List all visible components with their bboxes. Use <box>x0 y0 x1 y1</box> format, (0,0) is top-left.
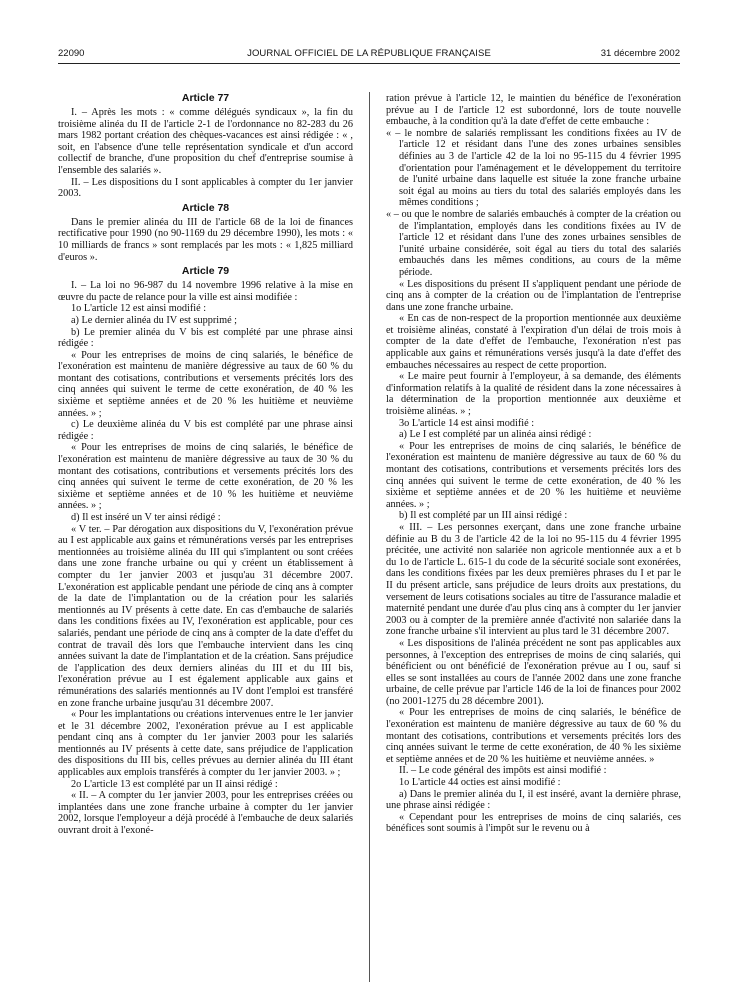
paragraph: « Pour les entreprises de moins de cinq salariés, le bénéfice de l'exonération est maintenu de manière dégressive au taux de 60 % du montant des cotisations, contributions et versements précités lors des cinq années qui suivent le terme de cette exonération, de 40 % les sixième et septième années et de 20 % les huitième et neuvième années. » ; <box>386 440 681 510</box>
paragraph: « Cependant pour les entreprises de moins de cinq salariés, ces bénéfices sont soumis à l'impôt sur le revenu ou à <box>386 811 681 835</box>
paragraph: « V ter. – Par dérogation aux dispositions du V, l'exonération prévue au I est applicable aux gains et rémunérations versés par les entreprises mentionnées au troisième alinéa du III qui s'implantent ou sont créées dans une zone franche urbaine ou qui y créent un établissement à compter du 1er janvier 2003 et jusqu'au 31 décembre 2007. L'exonération est applicable pendant une période de cinq ans à compter de la date de l'implantation ou de la création pour les salariés mentionnés au IV présents à cette date. En cas d'embauche de salariés dans les conditions fixées au IV, l'exonération est applicable, pour ces salariés, pendant une période de cinq ans à compter de la date d'effet du contrat de travail dès lors que l'embauche intervient dans les cinq années suivant la date de l'implantation et de la création. Sans préjudice de l'application des deux derniers alinéas du III et du III bis, l'exonération prévue au I est également applicable aux gains et rémunérations des salariés mentionnés au IV dont l'emploi est transféré en zone franche urbaine jusqu'au 31 décembre 2007. <box>58 523 353 709</box>
paragraph: « Les dispositions de l'alinéa précédent ne sont pas applicables aux personnes, à l'exception des entreprises de moins de cinq salariés, qui bénéficient ou ont bénéficié de l'exonération prévue au I ou, sauf si elles se sont installées au cours de l'année 2002 dans une zone franche urbaine, de celle prévue par l'article 146 de la loi de finances pour 2002 (no 2001-1275 du 28 décembre 2001). <box>386 637 681 707</box>
paragraph: « Pour les entreprises de moins de cinq salariés, le bénéfice de l'exonération est maintenu de manière dégressive au taux de 60 % du montant des cotisations, contributions et versements précités lors des cinq années qui suivent le terme de cette exonération, de 40 % les sixième et septième années et de 20 % les huitième et neuvième années. » ; <box>58 349 353 419</box>
article-heading: Article 78 <box>181 201 230 214</box>
header-rule <box>58 63 680 64</box>
journal-title: JOURNAL OFFICIEL DE LA RÉPUBLIQUE FRANÇAISE <box>247 48 491 59</box>
paragraph: d) Il est inséré un V ter ainsi rédigé : <box>71 512 221 523</box>
paragraph: b) Le premier alinéa du V bis est complété par une phrase ainsi rédigée : <box>58 326 353 350</box>
paragraph: 3o L'article 14 est ainsi modifié : <box>399 417 535 429</box>
page-number: 22090 <box>58 48 85 59</box>
paragraph: a) Dans le premier alinéa du I, il est inséré, avant la dernière phrase, une phrase ainsi rédigée : <box>386 788 681 812</box>
article-heading: Article 77 <box>181 92 230 104</box>
paragraph: « Pour les implantations ou créations intervenues entre le 1er janvier et le 31 décembre 2002, l'exonération prévue au I est applicable pendant cinq ans à compter du 1er janvier 2003 pour les salariés mentionnés au IV présents à cette date, sans préjudice de l'application des dispositions du III bis, celles prévues au dernier alinéa du III étant applicables aux emplois transférés à compter du 1er janvier 2003. » ; <box>58 709 353 779</box>
paragraph: 2o L'article 13 est complété par un II ainsi rédigé : <box>71 778 278 790</box>
paragraph: a) Le I est complété par un alinéa ainsi rédigé : <box>399 429 592 441</box>
paragraph: « II. – A compter du 1er janvier 2003, pour les entreprises créées ou implantées dans une zone franche urbaine à compter du 1er janvier 2002, lorsque l'employeur a déjà procédé à l'embauche de deux salariés ouvrant droit à l'exoné- <box>58 790 353 837</box>
issue-date: 31 décembre 2002 <box>600 48 680 59</box>
paragraph: II. – Le code général des impôts est ainsi modifié : <box>399 765 607 777</box>
paragraph: « – le nombre de salariés remplissant les conditions fixées au IV de l'article 12 et résidant dans l'une des zones urbaines sensibles définies au 3 de l'article 42 de la loi no 95-115 du 4 février 1995 d'orientation pour l'aménagement et le développement du territoire de l'unité urbaine dans laquelle est située la zone franche urbaine soit égal au moins au tiers du total des salariés employés dans les mêmes conditions ; <box>386 127 681 209</box>
right-column <box>386 93 681 988</box>
paragraph: 1o L'article 12 est ainsi modifié : <box>71 303 207 315</box>
column-divider <box>369 92 370 982</box>
running-header <box>58 48 680 60</box>
paragraph: « – ou que le nombre de salariés embauchés à compter de la création ou de l'implantation, employés dans les conditions fixées au IV de l'article 12 et résidant dans l'une des zones urbaines sensibles de l'unité urbaine considérée, soit égal au tiers du total des salariés embauchés dans les mêmes conditions, au cours de la même période. <box>386 208 681 278</box>
paragraph: « III. – Les personnes exerçant, dans une zone franche urbaine définie au B du 3 de l'article 42 de la loi no 95-115 du 4 février 1995 précitée, une activité non salariée non agricole mentionnée aux a et b du 1o de l'article L. 615-1 du code de la sécurité sociale sont exonérées, dans les conditions fixées par les deux premières phrases du I et par le II du présent article, sans préjudice de leurs droits aux prestations, du versement de leurs cotisations sociales au titre de l'assurance maladie et maternité pendant une durée d'au plus cinq ans à compter du 1er janvier 2003 ou à compter de la première année d'activité non salariée dans la zone franche urbaine s'il intervient au plus tard le 31 décembre 2007. <box>386 521 681 638</box>
paragraph: I. – La loi no 96-987 du 14 novembre 1996 relative à la mise en œuvre du pacte de relance pour la ville est ainsi modifiée : <box>58 280 353 303</box>
paragraph: b) Il est complété par un III ainsi rédigé : <box>399 510 568 522</box>
paragraph: « Pour les entreprises de moins de cinq salariés, le bénéfice de l'exonération est maintenu de manière dégressive au taux de 60 % du montant des cotisations, contributions et versements précités lors des cinq années suivant le terme de cette exonération, de 40 % les sixième et septième années et de 20 % les huitième et neuvième années. » <box>386 707 681 765</box>
paragraph: a) Le dernier alinéa du IV est supprimé ; <box>71 314 238 326</box>
paragraph: II. – Les dispositions du I sont applicables à compter du 1er janvier 2003. <box>58 176 353 200</box>
article-heading: Article 79 <box>181 265 230 278</box>
paragraph: ration prévue à l'article 12, le maintien du bénéfice de l'exonération prévue au I de l'article 12 est subordonné, lors de toute nouvelle embauche, à la condition qu'à la date d'effet de cette embauche : <box>386 93 681 128</box>
left-column <box>58 92 353 987</box>
paragraph: « Pour les entreprises de moins de cinq salariés, le bénéfice de l'exonération est maintenu de manière dégressive au taux de 30 % du montant des cotisations, contributions et versements précités lors des cinq années qui suivent le terme de cette exonération, de 20 % les sixième et septième années et de 10 % les huitième et neuvième années. » ; <box>58 442 353 512</box>
paragraph: « En cas de non-respect de la proportion mentionnée aux deuxième et troisième alinéas, constaté à l'expiration d'un délai de trois mois à compter de la date d'effet de l'embauche, l'exonération n'est pas applicable aux gains et rémunérations versés jusqu'à la date d'effet des embauches nécessaires au respect de cette proportion. <box>386 313 681 371</box>
paragraph: Dans le premier alinéa du III de l'article 68 de la loi de finances rectificative pour 1990 (no 90-1169 du 29 décembre 1990), les mots : « 10 milliards de francs » sont remplacés par les mots : « 1,825 milliard d'euros ». <box>58 216 353 263</box>
paragraph: « Le maire peut fournir à l'employeur, à sa demande, des éléments d'information relatifs à la qualité de résident dans la zone nécessaires à la détermination de la proportion mentionnée aux deuxième et troisième alinéas. » ; <box>386 371 681 418</box>
paragraph: c) Le deuxième alinéa du V bis est complété par une phrase ainsi rédigée : <box>58 419 353 442</box>
paragraph: 1o L'article 44 octies est ainsi modifié : <box>399 777 561 789</box>
paragraph: I. – Après les mots : « comme délégués syndicaux », la fin du troisième alinéa du II de l'article 2-1 de l'ordonnance no 82-283 du 26 mars 1982 portant création des chèques-vacances est ainsi rédigée : « , soit, en l'absence d'une telle représentation syndicale et d'un accord collectif de branche, d'une proposition du chef d'entreprise soumise à l'ensemble des salariés ». <box>58 107 353 176</box>
paragraph: « Les dispositions du présent II s'appliquent pendant une période de cinq ans à compter de la création ou de l'implantation de l'entreprise dans une zone franche urbaine. <box>386 278 681 313</box>
